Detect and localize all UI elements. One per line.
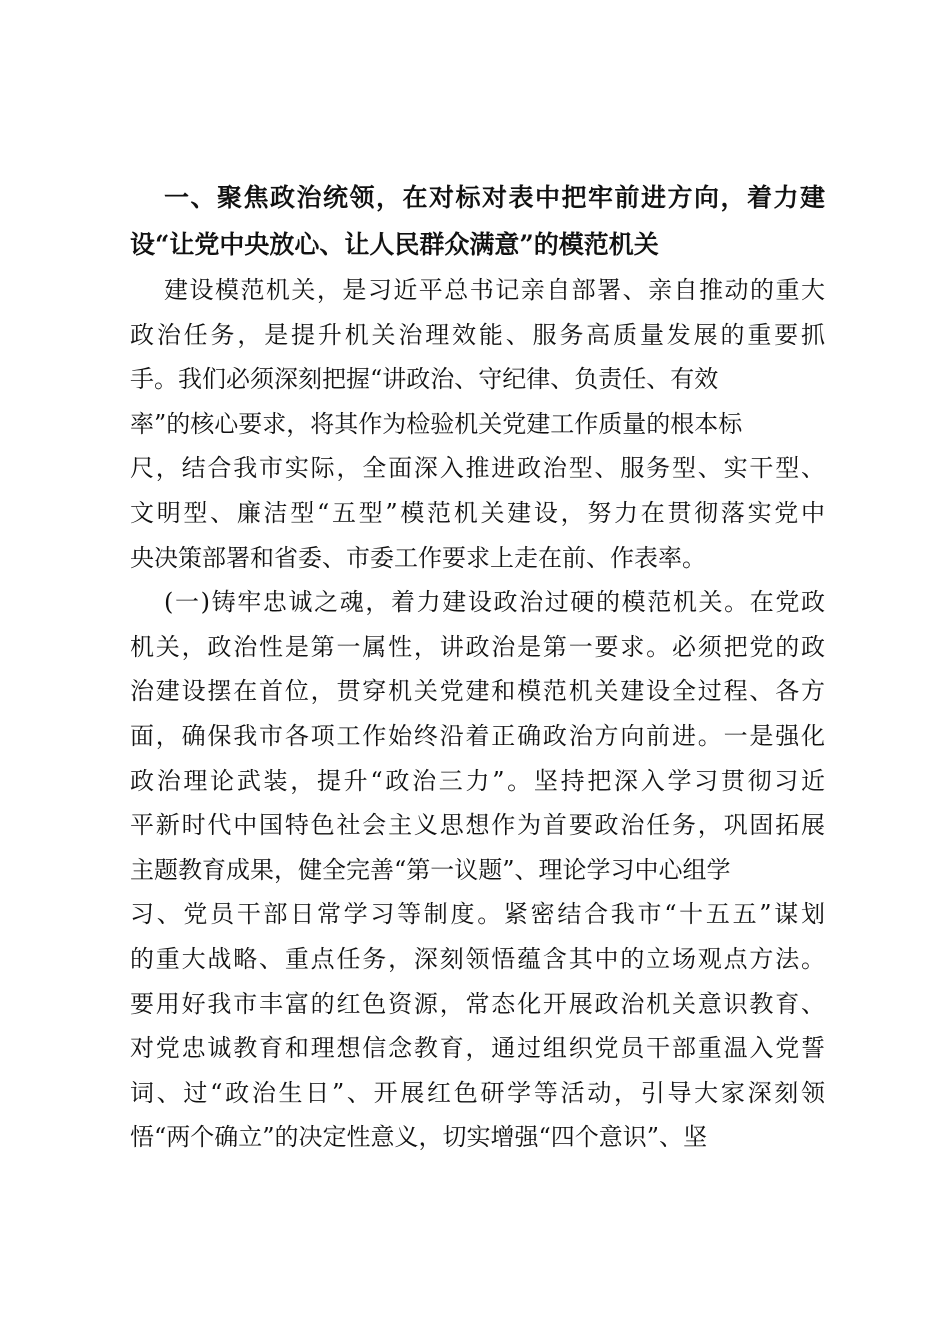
text-line: 对党忠诚教育和理想信念教育，通过组织党员干部重温入党誓 <box>130 1034 825 1063</box>
text-line: 政治任务，是提升机关治理效能、服务高质量发展的重要抓 <box>130 320 825 349</box>
text-line: 的重大战略、重点任务，深刻领悟蕴含其中的立场观点方法。 <box>130 944 825 973</box>
text-line: 尺，结合我市实际，全面深入推进政治型、服务型、实干型、 <box>130 454 825 483</box>
text-line: 政治理论武装，提升“政治三力”。坚持把深入学习贯彻习近 <box>130 766 825 795</box>
text-line: 要用好我市丰富的红色资源，常态化开展政治机关意识教育、 <box>130 989 825 1018</box>
text-line: 手。我们必须深刻把握“讲政治、守纪律、负责任、有效 <box>130 365 719 394</box>
text-line: 央决策部署和省委、市委工作要求上走在前、作表率。 <box>130 543 706 572</box>
paragraph-intro <box>130 268 825 580</box>
text-line: 文明型、廉洁型“五型”模范机关建设，努力在贯彻落实党中 <box>130 498 825 527</box>
text-line: 主题教育成果，健全完善“第一议题”、理论学习中心组学 <box>130 855 731 884</box>
text-line: 悟“两个确立”的决定性意义，切实增强“四个意识”、坚 <box>130 1123 708 1152</box>
text-line: (一)铸牢忠诚之魂，着力建设政治过硬的模范机关。在党政 <box>164 588 825 617</box>
text-line: 面，确保我市各项工作始终沿着正确政治方向前进。一是强化 <box>130 721 825 750</box>
text-line: 率”的核心要求，将其作为检验机关党建工作质量的根本标 <box>130 409 743 438</box>
text-line: 建设模范机关，是习近平总书记亲自部署、亲自推动的重大 <box>164 276 825 304</box>
document-page <box>130 174 825 1160</box>
section-heading-line: 设“让党中央放心、让人民群众满意”的模范机关 <box>130 230 659 259</box>
section-heading-line: 一、聚焦政治统领，在对标对表中把牢前进方向，着力建 <box>164 183 825 212</box>
paragraph-subsection-1 <box>130 580 825 1160</box>
text-line: 治建设摆在首位，贯穿机关党建和模范机关建设全过程、各方 <box>130 677 825 706</box>
text-line: 机关，政治性是第一属性，讲政治是第一要求。必须把党的政 <box>130 632 825 661</box>
text-line: 词、过“政治生日”、开展红色研学等活动，引导大家深刻领 <box>130 1078 825 1107</box>
text-line: 平新时代中国特色社会主义思想作为首要政治任务，巩固拓展 <box>130 811 825 840</box>
text-line: 习、党员干部日常学习等制度。紧密结合我市“十五五”谋划 <box>130 900 825 929</box>
